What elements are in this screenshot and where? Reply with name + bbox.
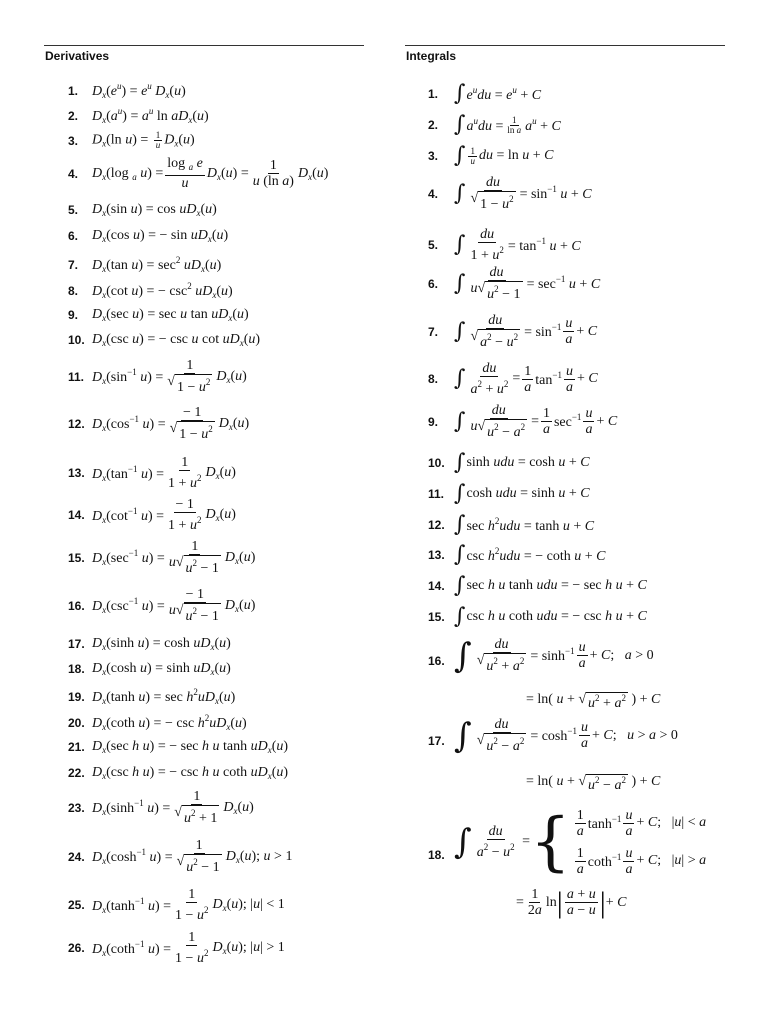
integral-formula: 1. ∫ $e^udu = e^u + C$ [428, 81, 542, 106]
formula-number: 7. [68, 257, 79, 272]
integral-formula: 5. ∫ $\frac{du}{1 + u^2}$ = $\tan^{-1} u + C$ [428, 227, 581, 263]
derivative-formula: 8. $D_x(\cot$ u) = − $\csc^2 uD_x(u)$ [68, 281, 233, 300]
derivative-formula: 4. $D_x(\log$ $_a$ u) = $\frac{\log _a e}{u}$ $D_x(u)$ = $\frac{1}{\text{u (ln a)}}$ $D_x(u)$ [68, 156, 329, 191]
formula-number: 7. [428, 324, 439, 339]
integral-formula: 2. ∫ $a^udu$ = $\frac{1}{\text{ln a}}$ $a^u + C$ [428, 112, 561, 137]
derivatives-heading: Derivatives [45, 49, 110, 63]
formula-number: 5. [68, 203, 79, 217]
derivative-formula: 23. $D_x(\sinh^{-1}$ u) = 1 √ $u^2 + 1$ $D_x(u)$ [68, 789, 254, 826]
derivative-formula: 7. $D_x(\tan$ $u) = \sec^2 uD_x(u)$ [68, 255, 222, 274]
formula-number: 6. [428, 276, 439, 291]
formula-number: 8. [428, 372, 439, 386]
formula-number: 24. [68, 849, 85, 864]
formula-number: 10. [428, 456, 445, 470]
formula-number: 1. [428, 87, 439, 101]
derivative-formula: 12. $D_x(\cos^{-1}$ u) = − 1 √ $1 - u^2$ $D_x(u)$ [68, 405, 250, 442]
formula-number: 10. [68, 333, 85, 347]
formula-number: 16. [68, 598, 85, 613]
integral-formula: 15. ∫ csc h u coth udu = − csc h u + C [428, 604, 647, 629]
derivative-formula: 10. $D_x(\csc$ u) = − csc u $\cot uD_x(u)$ [68, 332, 261, 348]
formula-number: 21. [68, 740, 85, 754]
formula-number: 12. [68, 416, 85, 431]
formula-number: 11. [68, 369, 85, 384]
formula-number: 2. [428, 118, 439, 132]
derivative-formula: 13. $D_x(\tan^{-1}$ u) = $\frac{1}{1 + u^2}$ $D_x(u)$ [68, 455, 236, 491]
integral-formula: 17. ∫ du √ $u^2 - a^2$ = $\cosh^{-1}$ $\frac{u}{a}$ + C; u > a > 0 [428, 715, 678, 756]
integral-formula: 10. ∫ sinh udu = cosh u + C [428, 450, 590, 475]
formula-number: 25. [68, 898, 85, 912]
derivative-formula: 21. $D_x(\sec$ h u) = − sec h u $\tanh uD_x(u)$ [68, 739, 289, 755]
integral-formula: 6. ∫ du u √ $u^2 - 1$ = $\sec^{-1} u + C$ [428, 265, 601, 302]
formula-number: 9. [68, 308, 79, 322]
integral-formula: 13. ∫ $\csc h^2udu$ = − coth u + C [428, 542, 606, 567]
derivatives-rule [44, 45, 364, 46]
derivative-formula: 24. $D_x(\cosh^{-1}$ u) = 1 √ $u^2 - 1$ $D_x(u)$; u > 1 [68, 838, 293, 875]
integrals-rule [405, 45, 725, 46]
formula-number: 16. [428, 654, 445, 668]
formula-number: 2. [68, 108, 79, 123]
derivative-formula: 1. $D_x(e^u) = e^u$ $D_x(u)$ [68, 81, 186, 100]
formula-number: 1. [68, 83, 79, 98]
derivative-formula: 18. $D_x(\cosh$ $u) = \sinh uD_x(u)$ [68, 661, 231, 677]
derivative-formula: 11. $D_x(\sin^{-1}$ u) = 1 √ $1 - u^2$ $D_x(u)$ [68, 358, 247, 395]
integrals-heading: Integrals [406, 49, 457, 63]
formula-number: 20. [68, 715, 85, 730]
integral-formula: 8. ∫ $\frac{du}{a^2 + u^2}$ = $\frac{1}{a}$ $\tan^{-1}$ $\frac{u}{a}$ + C [428, 361, 598, 397]
formula-number: 19. [68, 689, 85, 704]
formula-number: 12. [428, 518, 445, 532]
derivative-formula: 6. $D_x(\cos$ u) = − $\sin uD_x(u)$ [68, 228, 229, 244]
derivative-formula: 17. $D_x(\sinh$ $u) = \cosh uD_x(u)$ [68, 636, 231, 652]
integral-formula: 4. ∫ du √ $1 - u^2$ = $\sin^{-1} u + C$ [428, 175, 592, 212]
derivative-formula: 26. $D_x(\cot h^{-1}$ u) = $\frac{1}{1 - u^2}$ $D_x(u)$; |u| > 1 [68, 930, 285, 966]
integral-formula-continued: = ln( u + √ $u^2 + a^2$ ) + C [526, 692, 661, 711]
formula-number: 8. [68, 283, 79, 298]
formula-number: 26. [68, 941, 85, 955]
formula-number: 23. [68, 800, 85, 815]
formula-number: 18. [68, 662, 85, 676]
integral-formula: 16. ∫ du √ $u^2 + a^2$ = $\sinh^{-1}$ $\frac{u}{a}$ + C; a > 0 [428, 635, 654, 676]
formula-number: 3. [68, 133, 79, 148]
formula-number: 14. [68, 508, 85, 522]
formula-number: 13. [428, 548, 445, 562]
formula-number: 17. [68, 637, 85, 651]
formula-number: 13. [68, 466, 85, 480]
formula-number: 9. [428, 414, 439, 429]
integral-formula: 18. ∫ $\frac{du}{a^2 - u^2}$ = { $\frac{1}{a}$ $\tanh^{-1}$ $\frac{u}{a}$ + C; |u| < a $\frac{1}{a}$ coth$^{-1}$ $\frac{u}{a}$ + C; |u| > a [428, 805, 707, 879]
derivative-formula: 5. $D_x(\sin$ $u) = \cos uD_x(u)$ [68, 202, 217, 218]
formula-number: 4. [68, 166, 79, 181]
integral-formula: 7. ∫ du √ $a^2 - u^2$ = $\sin^{-1}$ $\frac{u}{a}$ + C [428, 313, 598, 350]
integral-formula: 9. ∫ du u √ $u^2 - a^2$ = $\frac{1}{a}$ $\sec^{-1}$ $\frac{u}{a}$ + C [428, 403, 618, 440]
formula-number: 18. [428, 848, 445, 862]
formula-number: 14. [428, 579, 445, 593]
integral-formula: 14. ∫ sec h u tanh udu = − sec h u + C [428, 573, 647, 598]
derivative-formula: 20. $D_x(\cot h$ u) = − $\csc h^2uD_x(u)$ [68, 713, 247, 732]
integral-formula: 3. ∫ $\frac{1}{u}$ du = ln u + C [428, 143, 554, 168]
formula-number: 17. [428, 734, 445, 748]
derivative-formula: 3. $D_x(\ln$ u) = $\frac{1}{u}$ $D_x(u)$ [68, 130, 195, 150]
formula-number: 5. [428, 238, 439, 252]
derivative-formula: 15. $D_x(\sec^{-1}$ u) = 1 u √ $u^2 - 1$ $D_x(u)$ [68, 539, 256, 576]
formula-number: 11. [428, 487, 445, 501]
formula-number: 3. [428, 149, 439, 163]
formula-number: 15. [68, 550, 85, 565]
formula-number: 4. [428, 186, 439, 201]
integral-formula: 12. ∫ $\sec h^2udu = \tanh u + C$ [428, 512, 595, 537]
derivative-formula: 19. $D_x(\tanh$ $u) = \sec h^2uD_x(u)$ [68, 687, 236, 706]
formula-number: 6. [68, 229, 79, 243]
derivative-formula: 25. $D_x(\tanh^{-1}$ u) = $\frac{1}{1 - u^2}$ $D_x(u)$; |u| < 1 [68, 887, 285, 923]
derivative-formula: 2. $D_x(a^u) = a^u$ $\ln aD_x(u)$ [68, 106, 209, 125]
integral-formula: 11. ∫ cosh udu = sinh u + C [428, 481, 590, 506]
derivative-formula: 16. $D_x(\csc^{-1}$ u) = − 1 u √ $u^2 - 1$ $D_x(u)$ [68, 587, 256, 624]
integral-formula-continued: = $\frac{1}{2a}$ ln | $\frac{a + u}{a - u}$ | + C [516, 885, 627, 919]
derivative-formula: 9. $D_x(\sec$ u) = sec u $\tan uD_x(u)$ [68, 307, 249, 323]
integral-formula-continued: = ln( u + √ $u^2 - a^2$ ) + C [526, 774, 661, 793]
formula-number: 15. [428, 610, 445, 624]
derivative-formula: 14. $D_x(\cot^{-1}$ u) = $\frac{- 1}{1 + u^2}$ $D_x(u)$ [68, 497, 236, 533]
formula-number: 22. [68, 766, 85, 780]
derivative-formula: 22. $D_x(\csc$ h u) = − csc h u coth $uD_x(u)$ [68, 765, 289, 781]
